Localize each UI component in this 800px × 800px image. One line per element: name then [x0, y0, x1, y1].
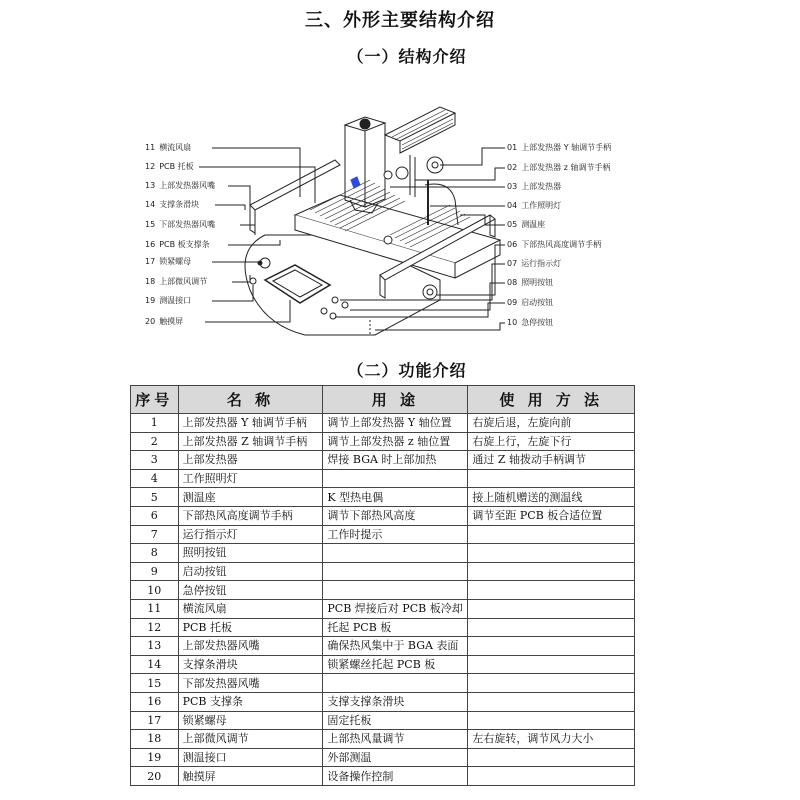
header-method: 使 用 方 法 — [468, 386, 635, 414]
table-row — [131, 692, 635, 711]
callout-08: 08 照明按钮 — [507, 278, 554, 287]
row-no: 18 — [131, 730, 179, 749]
row-name: PCB 支撑条 — [178, 692, 323, 711]
row-use: 确保热风集中于 BGA 表面 — [323, 637, 468, 656]
callout-13: 13 上部发热器风嘴 — [145, 181, 216, 190]
row-use — [323, 674, 468, 693]
row-method — [468, 711, 635, 730]
row-method — [468, 525, 635, 544]
callout-01: 01 上部发热器 Y 轴调节手柄 — [507, 143, 612, 152]
table-row — [131, 488, 635, 507]
row-no: 20 — [131, 767, 179, 786]
table-row — [131, 730, 635, 749]
section-title-structure: （一）结构介绍 — [347, 47, 467, 66]
row-name: 工作照明灯 — [178, 469, 323, 488]
row-no: 14 — [131, 655, 179, 674]
table-row — [131, 544, 635, 563]
row-method — [468, 692, 635, 711]
row-name: 支撑条滑块 — [178, 655, 323, 674]
row-use: 调节下部热风高度 — [323, 506, 468, 525]
row-name: 照明按钮 — [178, 544, 323, 563]
row-use: 焊接 BGA 时上部加热 — [323, 451, 468, 470]
table-row — [131, 748, 635, 767]
row-name: 测温座 — [178, 488, 323, 507]
row-name: PCB 托板 — [178, 618, 323, 637]
row-use: 设备操作控制 — [323, 767, 468, 786]
row-use: 上部热风量调节 — [323, 730, 468, 749]
row-no: 19 — [131, 748, 179, 767]
row-name: 急停按钮 — [178, 581, 323, 600]
row-use: 调节上部发热器 z 轴位置 — [323, 432, 468, 451]
table-row — [131, 618, 635, 637]
row-name: 上部微风调节 — [178, 730, 323, 749]
callout-19: 19 测温接口 — [145, 296, 192, 305]
row-name: 上部发热器 Y 轴调节手柄 — [178, 414, 323, 433]
machine-diagram — [140, 85, 630, 345]
row-use: 锁紧螺丝托起 PCB 板 — [323, 655, 468, 674]
row-no: 11 — [131, 599, 179, 618]
callout-04: 04 工作照明灯 — [507, 201, 562, 210]
row-method — [468, 637, 635, 656]
callout-12: 12 PCB 托板 — [145, 162, 194, 171]
row-no: 13 — [131, 637, 179, 656]
table-row — [131, 655, 635, 674]
row-method — [468, 655, 635, 674]
callout-06: 06 下部热风高度调节手柄 — [507, 240, 602, 249]
row-no: 16 — [131, 692, 179, 711]
row-name: 横流风扇 — [178, 599, 323, 618]
row-method — [468, 618, 635, 637]
table-row — [131, 451, 635, 470]
row-method — [468, 562, 635, 581]
row-name: 测温接口 — [178, 748, 323, 767]
row-name: 下部发热器风嘴 — [178, 674, 323, 693]
row-use — [323, 562, 468, 581]
row-no: 5 — [131, 488, 179, 507]
table-row — [131, 414, 635, 433]
row-method — [468, 544, 635, 563]
row-use — [323, 469, 468, 488]
callout-17: 17 锁紧螺母 — [145, 257, 192, 266]
callout-15: 15 下部发热器风嘴 — [145, 220, 216, 229]
row-method — [468, 748, 635, 767]
row-use: 固定托板 — [323, 711, 468, 730]
header-use: 用 途 — [323, 386, 468, 414]
row-no: 1 — [131, 414, 179, 433]
table-row — [131, 525, 635, 544]
section-title-function: （二）功能介绍 — [347, 361, 467, 380]
row-no: 10 — [131, 581, 179, 600]
row-use — [323, 581, 468, 600]
row-no: 3 — [131, 451, 179, 470]
row-name: 上部发热器 — [178, 451, 323, 470]
row-method — [468, 767, 635, 786]
rework-station-drawing — [140, 85, 630, 345]
row-method — [468, 469, 635, 488]
row-name: 上部发热器 Z 轴调节手柄 — [178, 432, 323, 451]
table-row — [131, 767, 635, 786]
row-no: 9 — [131, 562, 179, 581]
row-name: 启动按钮 — [178, 562, 323, 581]
row-no: 2 — [131, 432, 179, 451]
callout-16: 16 PCB 板支撑条 — [145, 240, 210, 249]
row-method — [468, 581, 635, 600]
row-method: 接上随机赠送的测温线 — [468, 488, 635, 507]
row-name: 运行指示灯 — [178, 525, 323, 544]
row-use: 工作时提示 — [323, 525, 468, 544]
row-use — [323, 544, 468, 563]
row-use: K 型热电偶 — [323, 488, 468, 507]
table-row — [131, 469, 635, 488]
row-name: 上部发热器风嘴 — [178, 637, 323, 656]
table-row — [131, 506, 635, 525]
table-row — [131, 711, 635, 730]
row-method: 右旋后退，左旋向前 — [468, 414, 635, 433]
table-row — [131, 562, 635, 581]
function-table — [130, 385, 635, 786]
row-name: 下部热风高度调节手柄 — [178, 506, 323, 525]
callout-11: 11 横流风扇 — [145, 143, 192, 152]
row-no: 8 — [131, 544, 179, 563]
header-name: 名 称 — [178, 386, 323, 414]
callout-14: 14 支撑条滑块 — [145, 200, 200, 209]
row-name: 触摸屏 — [178, 767, 323, 786]
callout-18: 18 上部微风调节 — [145, 277, 208, 286]
row-method: 通过 Z 轴拨动手柄调节 — [468, 451, 635, 470]
row-use: 调节上部发热器 Y 轴位置 — [323, 414, 468, 433]
row-use: PCB 焊接后对 PCB 板冷却 — [323, 599, 468, 618]
row-no: 17 — [131, 711, 179, 730]
table-row — [131, 599, 635, 618]
callout-07: 07 运行指示灯 — [507, 259, 562, 268]
table-header-row — [131, 386, 635, 414]
callout-05: 05 测温座 — [507, 220, 546, 229]
row-no: 6 — [131, 506, 179, 525]
table-body — [131, 414, 635, 786]
row-no: 12 — [131, 618, 179, 637]
callout-20: 20 触摸屏 — [145, 317, 184, 326]
callout-03: 03 上部发热器 — [507, 182, 562, 191]
table-row — [131, 674, 635, 693]
header-no: 序号 — [131, 386, 179, 414]
callout-10: 10 急停按钮 — [507, 318, 554, 327]
row-method — [468, 599, 635, 618]
row-use: 托起 PCB 板 — [323, 618, 468, 637]
row-no: 15 — [131, 674, 179, 693]
row-no: 4 — [131, 469, 179, 488]
blue-indicator — [351, 177, 360, 188]
row-use: 支撑支撑条滑块 — [323, 692, 468, 711]
callout-02: 02 上部发热器 z 轴调节手柄 — [507, 163, 611, 172]
table-row — [131, 637, 635, 656]
row-method: 调节至距 PCB 板合适位置 — [468, 506, 635, 525]
table-row — [131, 432, 635, 451]
row-method: 右旋上行，左旋下行 — [468, 432, 635, 451]
row-no: 7 — [131, 525, 179, 544]
row-use: 外部测温 — [323, 748, 468, 767]
page-title: 三、外形主要结构介绍 — [305, 10, 495, 31]
row-method — [468, 674, 635, 693]
row-name: 锁紧螺母 — [178, 711, 323, 730]
table-row — [131, 581, 635, 600]
row-method: 左右旋转，调节风力大小 — [468, 730, 635, 749]
callout-09: 09 启动按钮 — [507, 298, 554, 307]
